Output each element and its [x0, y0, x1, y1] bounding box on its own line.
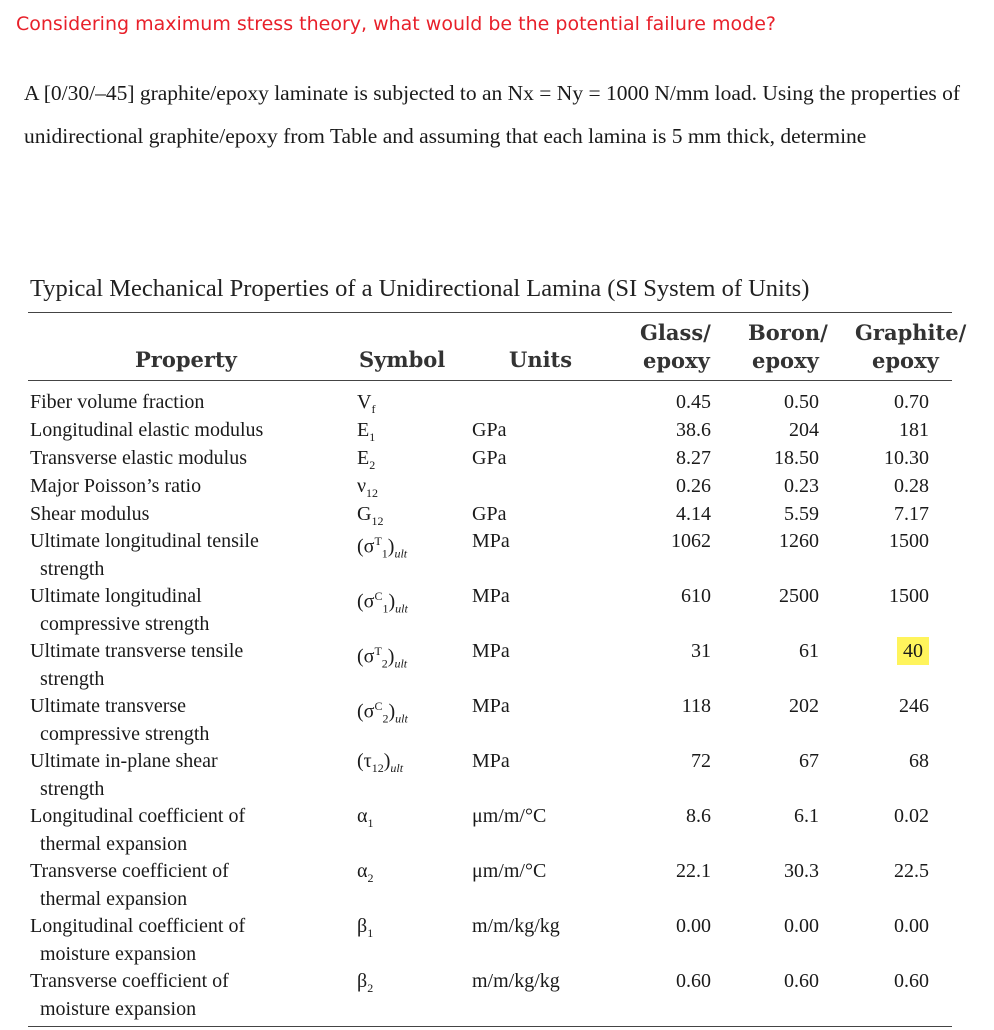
glass-epoxy-value: 22.1: [676, 860, 711, 882]
graphite-epoxy-value: 0.02: [894, 805, 929, 827]
glass-epoxy-value: 31: [691, 640, 711, 662]
property-line1: Transverse coefficient of: [30, 970, 229, 992]
property-line1: Ultimate longitudinal tensile: [30, 530, 259, 552]
glass-epoxy-value: 38.6: [676, 419, 711, 441]
boron-epoxy-value: 67: [799, 750, 819, 772]
property-line1: Transverse elastic modulus: [30, 447, 248, 469]
boron-epoxy-value: 0.50: [784, 391, 819, 413]
symbol-sub: 12: [371, 514, 384, 528]
graphite-epoxy-value: 7.17: [894, 503, 929, 525]
header-glass-line2: epoxy: [643, 348, 710, 373]
header-boron-line1: Boron/: [748, 320, 828, 345]
symbol-sup: T: [374, 644, 382, 658]
header-rule: [28, 380, 952, 381]
symbol-main: ν: [357, 475, 367, 497]
symbol-ult: ult: [394, 546, 408, 561]
symbol-cell: [357, 857, 373, 892]
property-name: [30, 857, 330, 913]
graphite-epoxy-value: 40: [897, 637, 929, 665]
symbol-sup: T: [374, 534, 382, 548]
glass-epoxy-value: 0.00: [676, 915, 711, 937]
symbol-main: β: [357, 970, 368, 992]
property-line1: Longitudinal elastic modulus: [30, 419, 264, 441]
graphite-epoxy-value: 0.70: [894, 391, 929, 413]
symbol-sub: 1: [381, 546, 388, 561]
graphite-epoxy-value: 0.00: [894, 915, 929, 937]
symbol-close-paren: ): [388, 590, 396, 613]
symbol-sup: C: [374, 589, 383, 603]
symbol-main: τ: [363, 750, 372, 772]
symbol-cell: [357, 802, 373, 837]
boron-epoxy-value: 0.23: [784, 475, 819, 497]
units-cell: μm/m/°C: [472, 805, 547, 827]
header-units: Units: [509, 347, 573, 372]
table-bottom-rule: [28, 1026, 952, 1027]
property-line1: Shear modulus: [30, 503, 150, 525]
property-name: [30, 747, 330, 803]
units-cell: μm/m/°C: [472, 860, 547, 882]
symbol-cell: [357, 912, 373, 947]
units-cell: m/m/kg/kg: [472, 970, 560, 992]
property-line1: Longitudinal coefficient of: [30, 805, 246, 827]
symbol-sub: 2: [367, 981, 374, 995]
property-line2: thermal expansion: [40, 833, 188, 855]
property-name: [30, 967, 330, 1023]
units-cell: GPa: [472, 503, 507, 525]
boron-epoxy-value: 1260: [779, 530, 819, 552]
property-name: [30, 444, 330, 472]
property-name: [30, 388, 330, 416]
property-line2: compressive strength: [40, 613, 210, 635]
symbol-sub: 1: [382, 601, 389, 616]
property-line2: thermal expansion: [40, 888, 188, 910]
property-line2: strength: [40, 778, 105, 800]
glass-epoxy-value: 4.14: [676, 503, 711, 525]
boron-epoxy-value: 5.59: [784, 503, 819, 525]
units-cell: MPa: [472, 750, 510, 772]
question-text: Considering maximum stress theory, what would be the potential failure mode?: [16, 13, 776, 35]
graphite-epoxy-value: 10.30: [884, 447, 929, 469]
boron-epoxy-value: 202: [789, 695, 819, 717]
glass-epoxy-value: 0.45: [676, 391, 711, 413]
symbol-main: α: [357, 805, 368, 827]
symbol-close-paren: ): [383, 750, 391, 772]
property-line2: strength: [40, 668, 105, 690]
glass-epoxy-value: 610: [681, 585, 711, 607]
symbol-close-paren: ): [387, 535, 395, 558]
boron-epoxy-value: 61: [799, 640, 819, 662]
glass-epoxy-value: 0.26: [676, 475, 711, 497]
property-name: [30, 416, 330, 444]
symbol-sub: 2: [382, 711, 389, 726]
boron-epoxy-value: 204: [789, 419, 819, 441]
property-line2: compressive strength: [40, 723, 210, 745]
table-title: Typical Mechanical Properties of a Unidirectional Lamina (SI System of Units): [30, 275, 810, 302]
symbol-sub: 1: [369, 430, 376, 444]
property-name: [30, 692, 330, 748]
units-cell: MPa: [472, 585, 510, 607]
glass-epoxy-value: 1062: [671, 530, 711, 552]
symbol-ult: ult: [395, 601, 408, 616]
symbol-close-paren: ): [387, 645, 395, 668]
glass-epoxy-value: 0.60: [676, 970, 711, 992]
property-line1: Transverse coefficient of: [30, 860, 229, 882]
symbol-main: E: [357, 419, 370, 441]
symbol-main: E: [357, 447, 370, 469]
header-graphite-line1: Graphite/: [855, 320, 967, 345]
symbol-main: σ: [363, 590, 375, 613]
property-name: [30, 582, 330, 638]
symbol-open-paren: (: [357, 535, 364, 558]
symbol-cell: [357, 582, 408, 623]
graphite-epoxy-value: 22.5: [894, 860, 929, 882]
property-line1: Major Poisson’s ratio: [30, 475, 202, 497]
glass-epoxy-value: 72: [691, 750, 711, 772]
symbol-sub: 2: [381, 656, 388, 671]
symbol-cell: [357, 692, 408, 733]
symbol-cell: [357, 967, 373, 1002]
units-cell: GPa: [472, 447, 507, 469]
symbol-main: β: [357, 915, 368, 937]
property-line2: strength: [40, 558, 105, 580]
property-name: [30, 500, 330, 528]
symbol-ult: ult: [395, 711, 408, 726]
symbol-close-paren: ): [388, 700, 396, 723]
property-name: [30, 472, 330, 500]
property-name: [30, 912, 330, 968]
boron-epoxy-value: 30.3: [784, 860, 819, 882]
problem-statement: A [0/30/–45] graphite/epoxy laminate is subjected to an Nx = Ny = 1000 N/mm load. Using the properties of unidirectional graphite/epoxy from Table and assuming that each lamina is 5 mm thick, determine: [24, 81, 961, 148]
symbol-sub: 12: [371, 761, 384, 775]
glass-epoxy-value: 118: [681, 695, 711, 717]
units-cell: GPa: [472, 419, 507, 441]
boron-epoxy-value: 0.00: [784, 915, 819, 937]
glass-epoxy-value: 8.27: [676, 447, 711, 469]
symbol-sub: 2: [369, 458, 376, 472]
header-boron-line2: epoxy: [752, 348, 819, 373]
header-property: Property: [135, 347, 237, 372]
symbol-open-paren: (: [357, 700, 364, 723]
symbol-cell: [357, 637, 407, 678]
symbol-ult: ult: [390, 761, 404, 775]
symbol-sub: 1: [367, 816, 374, 830]
header-symbol: Symbol: [359, 347, 446, 372]
symbol-ult: ult: [394, 656, 408, 671]
units-cell: MPa: [472, 640, 510, 662]
property-line1: Ultimate longitudinal: [30, 585, 202, 607]
property-name: [30, 802, 330, 858]
symbol-sub: 12: [366, 486, 379, 500]
boron-epoxy-value: 2500: [779, 585, 819, 607]
symbol-open-paren: (: [357, 750, 364, 772]
symbol-cell: [357, 527, 407, 568]
symbol-sub: 1: [367, 926, 374, 940]
property-line1: Ultimate in-plane shear: [30, 750, 218, 772]
boron-epoxy-value: 0.60: [784, 970, 819, 992]
symbol-main: σ: [363, 645, 375, 668]
boron-epoxy-value: 18.50: [774, 447, 819, 469]
units-cell: m/m/kg/kg: [472, 915, 560, 937]
glass-epoxy-value: 8.6: [686, 805, 711, 827]
property-line2: moisture expansion: [40, 998, 197, 1020]
property-line1: Fiber volume fraction: [30, 391, 205, 413]
symbol-sub: f: [371, 402, 376, 416]
header-glass-line1: Glass/: [640, 320, 711, 345]
property-line1: Ultimate transverse tensile: [30, 640, 244, 662]
symbol-main: σ: [363, 535, 375, 558]
symbol-sup: C: [374, 699, 383, 713]
graphite-epoxy-value: 68: [909, 750, 929, 772]
symbol-cell: [357, 747, 403, 782]
symbol-main: V: [357, 391, 372, 413]
property-name: [30, 637, 330, 693]
graphite-epoxy-value: 246: [899, 695, 929, 717]
graphite-epoxy-value: 1500: [889, 530, 929, 552]
symbol-open-paren: (: [357, 645, 364, 668]
property-line1: Longitudinal coefficient of: [30, 915, 246, 937]
boron-epoxy-value: 6.1: [794, 805, 819, 827]
graphite-epoxy-value: 181: [899, 419, 929, 441]
units-cell: MPa: [472, 695, 510, 717]
units-cell: MPa: [472, 530, 510, 552]
symbol-main: σ: [363, 700, 375, 723]
symbol-sub: 2: [367, 871, 374, 885]
table-top-rule: [28, 312, 952, 313]
property-line1: Ultimate transverse: [30, 695, 187, 717]
symbol-main: α: [357, 860, 368, 882]
symbol-main: G: [357, 503, 372, 525]
header-graphite-line2: epoxy: [872, 348, 939, 373]
property-line2: moisture expansion: [40, 943, 197, 965]
graphite-epoxy-value: 1500: [889, 585, 929, 607]
symbol-open-paren: (: [357, 590, 364, 613]
graphite-epoxy-value: 0.28: [894, 475, 929, 497]
property-name: [30, 527, 330, 583]
graphite-epoxy-value: 0.60: [894, 970, 929, 992]
